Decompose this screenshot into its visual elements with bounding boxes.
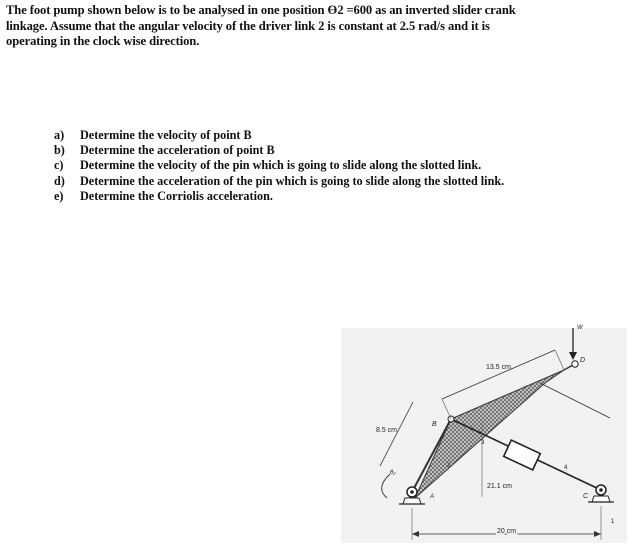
task-text: Determine the acceleration of point B	[80, 143, 275, 158]
problem-statement	[6, 3, 628, 50]
dim-label-top: 13.5 cm	[486, 364, 511, 371]
task-text: Determine the velocity of the pin which is going to slide along the slotted link.	[80, 158, 482, 173]
slider-block	[504, 440, 541, 470]
pin-d	[572, 361, 578, 367]
force-w-label: W	[577, 325, 583, 331]
link-3-plate	[415, 370, 564, 498]
task-item	[54, 158, 614, 173]
task-item	[54, 143, 614, 158]
force-w-arrowhead	[569, 352, 577, 360]
task-item	[54, 174, 614, 189]
task-label: e)	[54, 188, 64, 203]
rod-to-d	[564, 365, 573, 370]
task-label: c)	[54, 158, 64, 173]
mechanism-figure	[335, 322, 634, 547]
dim-line-top	[442, 350, 555, 399]
task-text: Determine the Corriolis acceleration.	[80, 188, 273, 203]
task-item	[54, 189, 614, 204]
task-item	[54, 128, 614, 143]
task-text: Determine the acceleration of the pin which is going to slide along the slotted link.	[80, 173, 505, 188]
dim-label-slot: 21.1 cm	[487, 483, 512, 490]
ground-label: 1	[611, 519, 615, 525]
task-label: a)	[54, 128, 65, 142]
intro-line-1: The foot pump shown below is to be analysed in one position Ө2 =600 as an inverted slider crank	[6, 3, 516, 17]
theta-arc	[382, 474, 390, 498]
mechanism-diagram	[335, 322, 634, 547]
link-4-label: 4	[564, 465, 568, 471]
point-b-label: B	[432, 421, 437, 428]
task-label: d)	[54, 173, 65, 188]
ground-pivot-c	[588, 485, 614, 502]
point-c-label: C	[583, 493, 589, 500]
link-2-label: 2	[447, 463, 451, 469]
dim-label-crank: 8.5 cm	[376, 427, 398, 434]
theta-label: θ₂	[390, 470, 396, 476]
dim-line-slot	[540, 383, 610, 418]
intro-line-2: linkage. Assume that the angular velocity of the driver link 2 is constant at 2.5 rad/s and it is	[6, 18, 490, 33]
link-3-label: 3	[481, 440, 485, 446]
task-list	[54, 128, 614, 204]
task-label: b)	[54, 143, 65, 158]
point-a-label: A	[430, 494, 435, 500]
intro-line-3: operating in the clock wise direction.	[6, 34, 200, 48]
task-text: Determine the velocity of point B	[80, 128, 252, 142]
dim-line-crank	[380, 402, 413, 466]
point-d-label: D	[580, 357, 586, 364]
dim-label-base: 20 cm	[497, 528, 517, 535]
